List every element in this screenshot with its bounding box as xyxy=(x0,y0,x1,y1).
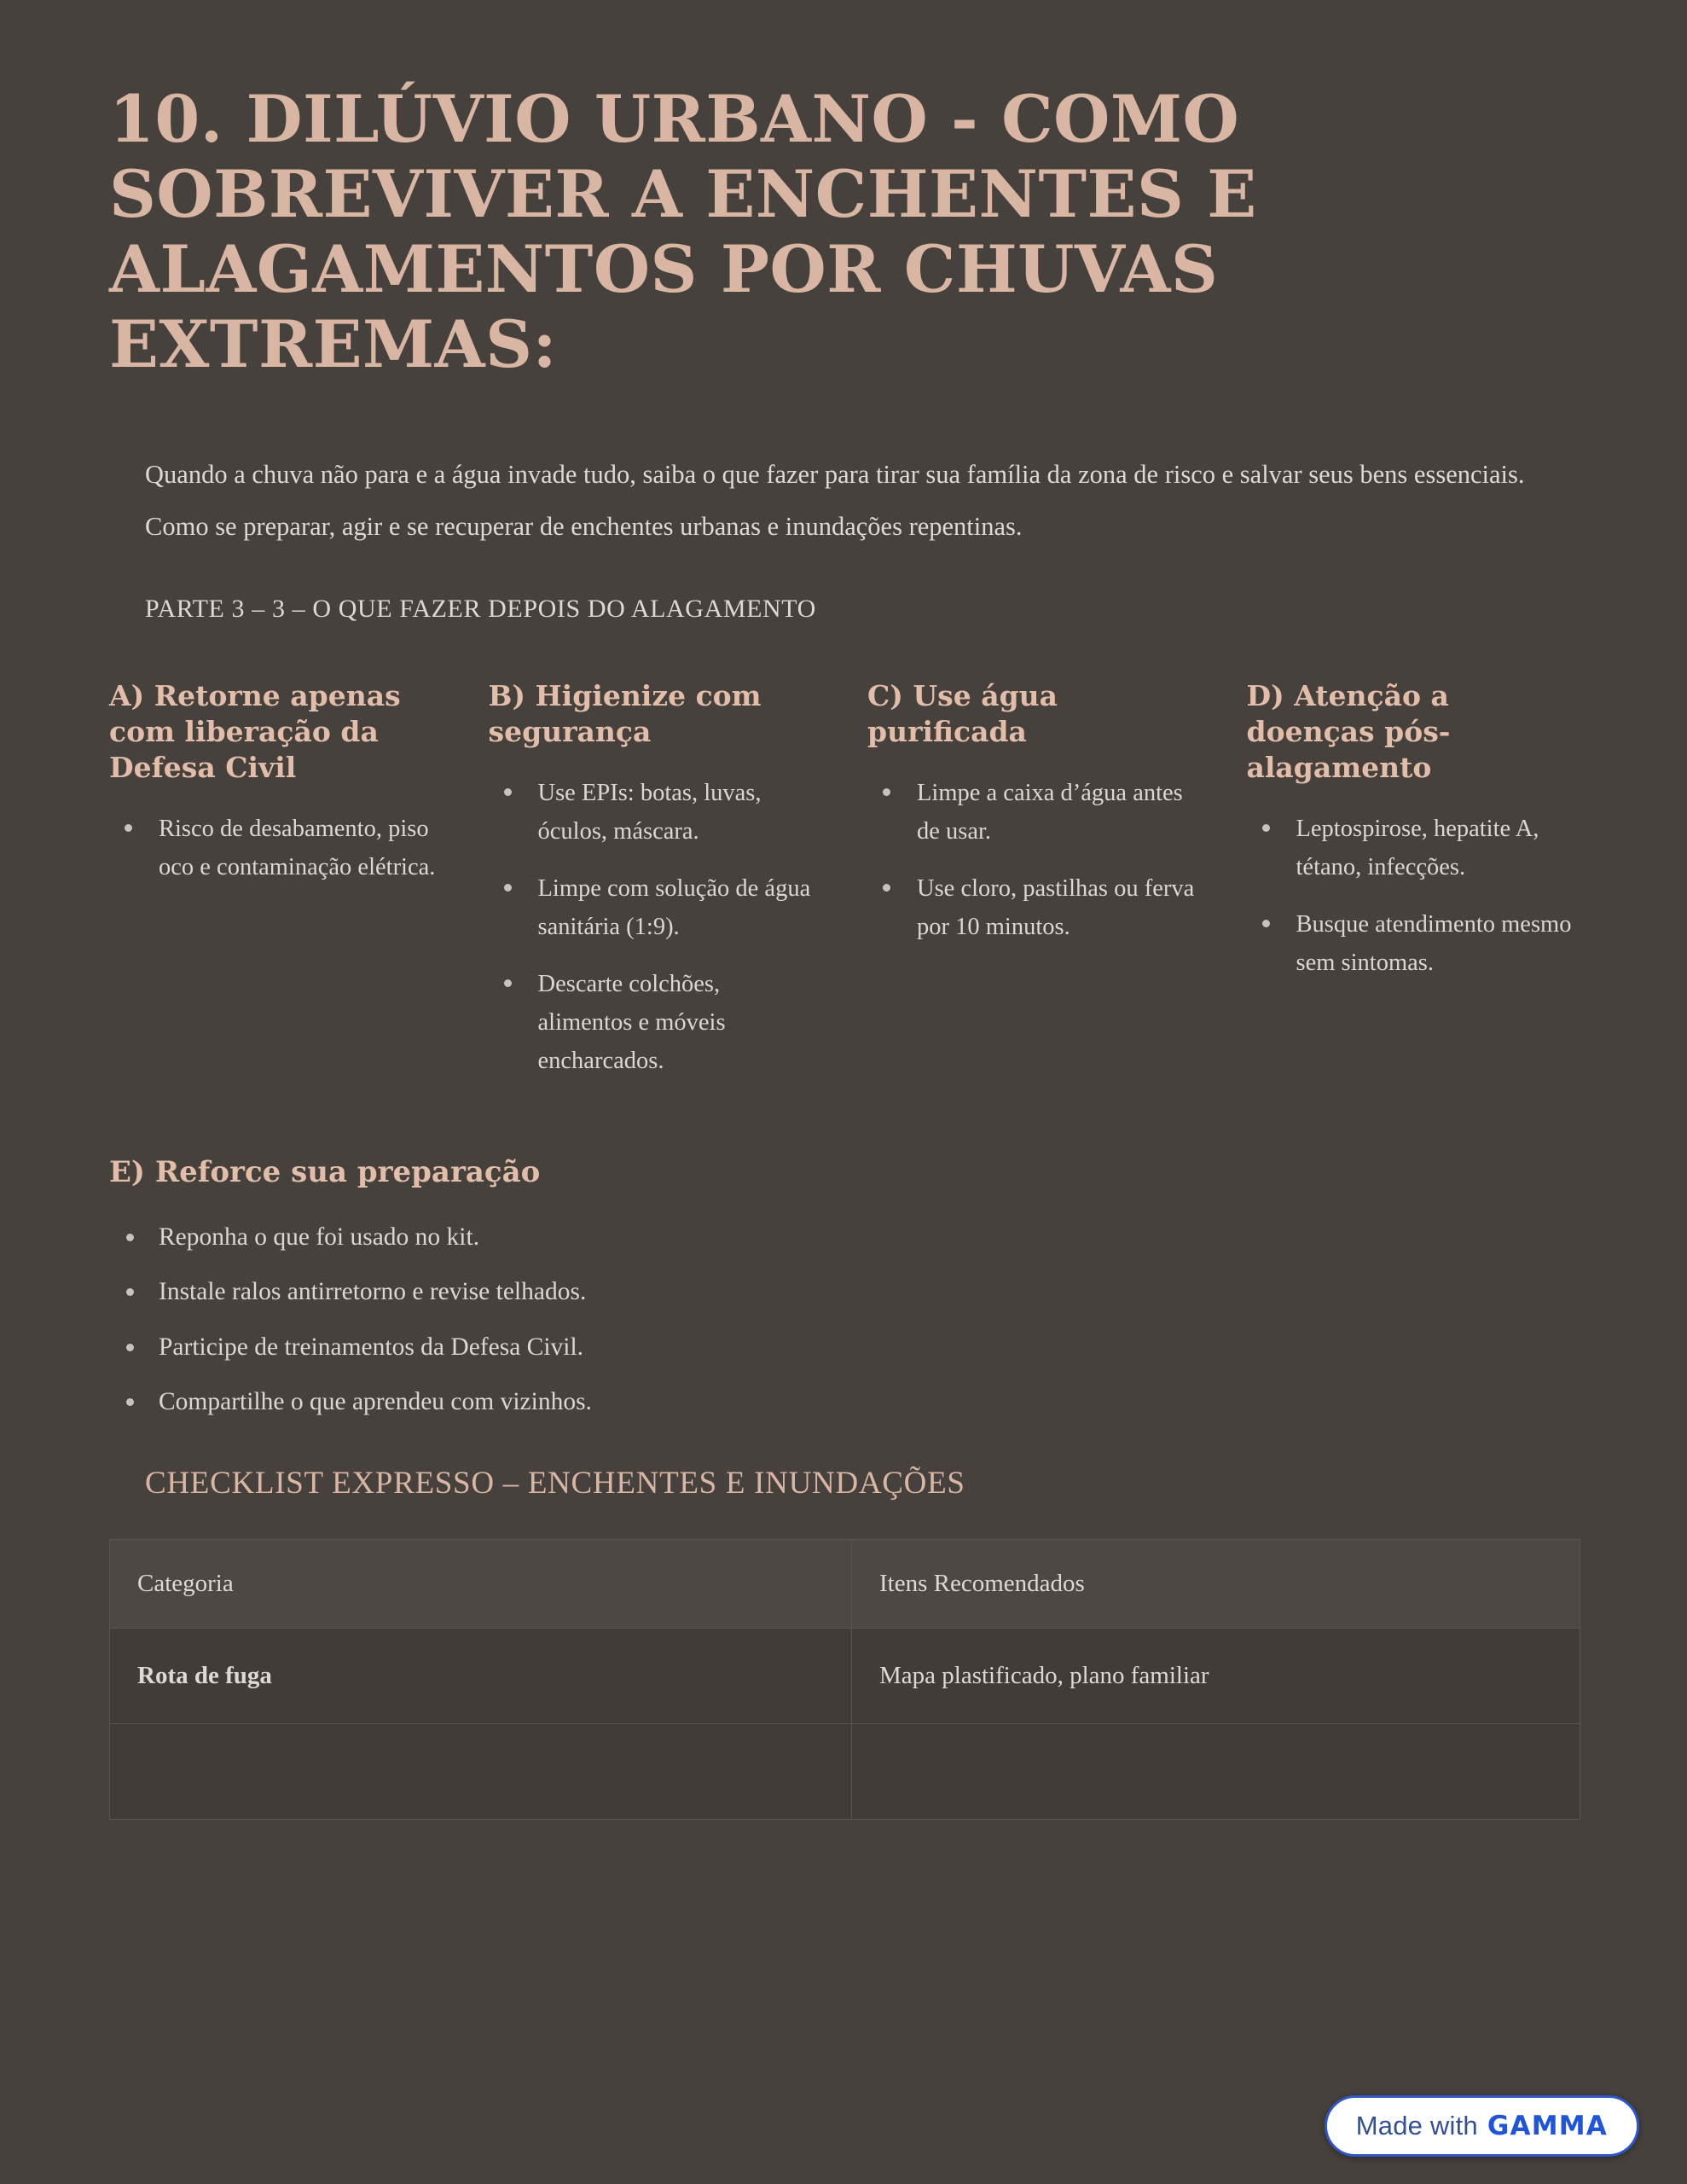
column-d-list xyxy=(1247,810,1579,982)
cell-itens: Mapa plastificado, plano familiar xyxy=(852,1629,1580,1724)
column-header-categoria: Categoria xyxy=(110,1540,852,1629)
intro-paragraph-2: Como se preparar, agir e se recuperar de enchentes urbanas e inundações repentinas. xyxy=(145,511,1023,541)
intro-paragraph-1: Quando a chuva não para e a água invade tudo, saiba o que fazer para tirar sua família da zona de risco e salvar seus bens essenciais. xyxy=(145,459,1525,489)
list-item: Reponha o que foi usado no kit. xyxy=(109,1218,1578,1256)
list-item: Leptospirose, hepatite A, tétano, infecções. xyxy=(1247,810,1579,886)
list-item: Limpe a caixa d’água antes de usar. xyxy=(867,774,1199,851)
gamma-logo: GAMMA xyxy=(1487,2111,1608,2141)
column-a-list xyxy=(109,810,441,886)
list-item: Use EPIs: botas, luvas, óculos, máscara. xyxy=(489,774,820,851)
badge-made-with-label: Made with xyxy=(1355,2111,1478,2140)
table-header-row xyxy=(110,1540,1580,1629)
page-title: 10. DILÚVIO URBANO - COMO SOBREVIVER A ENCHENTES E ALAGAMENTOS POR CHUVAS EXTREMAS: xyxy=(109,81,1257,383)
section-e-heading: E) Reforce sua preparação xyxy=(109,1155,541,1190)
cell-categoria: Rota de fuga xyxy=(110,1629,852,1724)
column-b xyxy=(489,678,820,1100)
column-c-heading: C) Use água purificada xyxy=(867,678,1058,748)
columns-grid xyxy=(109,678,1578,1100)
column-d-heading: D) Atenção a doenças pós-alagamento xyxy=(1246,678,1451,785)
part-label: PARTE 3 – 3 – O QUE FAZER DEPOIS DO ALAGAMENTO xyxy=(145,594,816,623)
table-row xyxy=(110,1629,1580,1724)
list-item: Compartilhe o que aprendeu com vizinhos. xyxy=(109,1383,1578,1420)
list-item: Limpe com solução de água sanitária (1:9). xyxy=(489,869,820,946)
column-b-list xyxy=(489,774,820,1080)
list-item: Instale ralos antirretorno e revise telhados. xyxy=(109,1273,1578,1310)
column-d xyxy=(1247,678,1579,1100)
list-item: Participe de treinamentos da Defesa Civil. xyxy=(109,1328,1578,1366)
list-item: Descarte colchões, alimentos e móveis encharcados. xyxy=(489,965,820,1080)
list-item: Use cloro, pastilhas ou ferva por 10 minutos. xyxy=(867,869,1199,946)
column-b-heading: B) Higienize com segurança xyxy=(488,678,762,748)
list-item: Busque atendimento mesmo sem sintomas. xyxy=(1247,905,1579,982)
intro-block xyxy=(109,455,1576,547)
column-a xyxy=(109,678,441,1100)
cell-itens xyxy=(852,1724,1580,1820)
checklist-table xyxy=(109,1539,1580,1820)
column-a-heading: A) Retorne apenas com liberação da Defesa Civil xyxy=(109,678,401,785)
section-e-list xyxy=(109,1218,1578,1420)
table-row xyxy=(110,1724,1580,1820)
cell-categoria xyxy=(110,1724,852,1820)
list-item: Risco de desabamento, piso oco e contaminação elétrica. xyxy=(109,810,441,886)
column-c xyxy=(867,678,1199,1100)
checklist-heading: CHECKLIST EXPRESSO – ENCHENTES E INUNDAÇÕES xyxy=(145,1466,965,1502)
made-with-gamma-badge[interactable] xyxy=(1325,2095,1639,2157)
column-c-list xyxy=(867,774,1199,946)
column-header-itens: Itens Recomendados xyxy=(852,1540,1580,1629)
